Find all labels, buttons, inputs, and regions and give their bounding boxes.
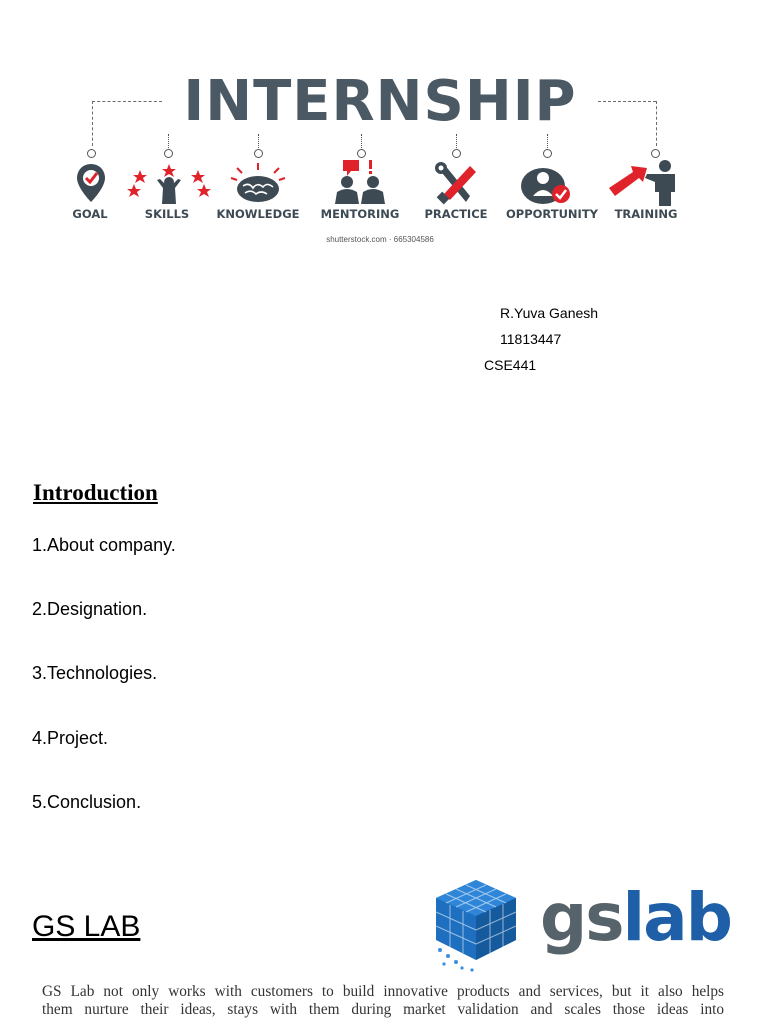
brain-icon: [213, 162, 303, 210]
intro-item: 3.Technologies.: [32, 663, 158, 683]
label-opportunity: OPPORTUNITY: [505, 207, 598, 221]
course-code: CSE441: [484, 357, 537, 373]
connector-ring: [87, 149, 96, 158]
image-credit: shutterstock.com · 665304586: [326, 235, 434, 244]
intro-item: 5.Conclusion.: [32, 792, 142, 812]
intro-item: 2.Designation.: [32, 599, 148, 619]
mentoring-people-icon: [315, 158, 405, 206]
author-name: R.Yuva Ganesh: [500, 305, 599, 321]
label-practice: PRACTICE: [424, 207, 488, 221]
connector-line-right: [598, 101, 656, 102]
intro-item: 4.Project.: [32, 728, 109, 748]
label-training: TRAINING: [614, 207, 678, 221]
tools-icon: [410, 162, 500, 210]
intro-item: 1.About company.: [32, 535, 176, 555]
label-skills: SKILLS: [144, 207, 190, 221]
label-goal: GOAL: [72, 207, 108, 221]
connector-ring: [254, 149, 263, 158]
gslab-description-line: them nurture their ideas, stays with them during market validation and scales those ideas into: [42, 1001, 724, 1018]
gslab-logo: [432, 872, 752, 972]
connector-ring: [357, 149, 366, 158]
connector-ring: [164, 149, 173, 158]
connector-ring: [543, 149, 552, 158]
label-knowledge: KNOWLEDGE: [216, 207, 300, 221]
label-mentoring: MENTORING: [320, 207, 400, 221]
connector-ring: [452, 149, 461, 158]
goal-pin-icon: [46, 162, 136, 210]
internship-banner: [60, 70, 700, 260]
opportunity-person-icon: [502, 162, 592, 210]
gslab-wordmark: gslab: [540, 879, 731, 956]
connector-ring: [651, 149, 660, 158]
gslab-heading: GS LAB: [32, 910, 141, 943]
skills-stars-icon: [124, 162, 214, 210]
connector-line-left-drop: [92, 101, 93, 146]
intro-heading: Introduction: [33, 480, 158, 505]
training-arrow-icon: [600, 158, 690, 206]
author-id: 11813447: [500, 331, 562, 347]
connector-line-left: [92, 101, 162, 102]
banner-title: INTERNSHIP: [183, 69, 577, 134]
gslab-cube-icon: [432, 876, 532, 972]
connector-line-right-drop: [656, 101, 657, 146]
gslab-description-line: GS Lab not only works with customers to build innovative products and services, but it also helps: [42, 983, 724, 1000]
gslab-description: [42, 983, 724, 1019]
